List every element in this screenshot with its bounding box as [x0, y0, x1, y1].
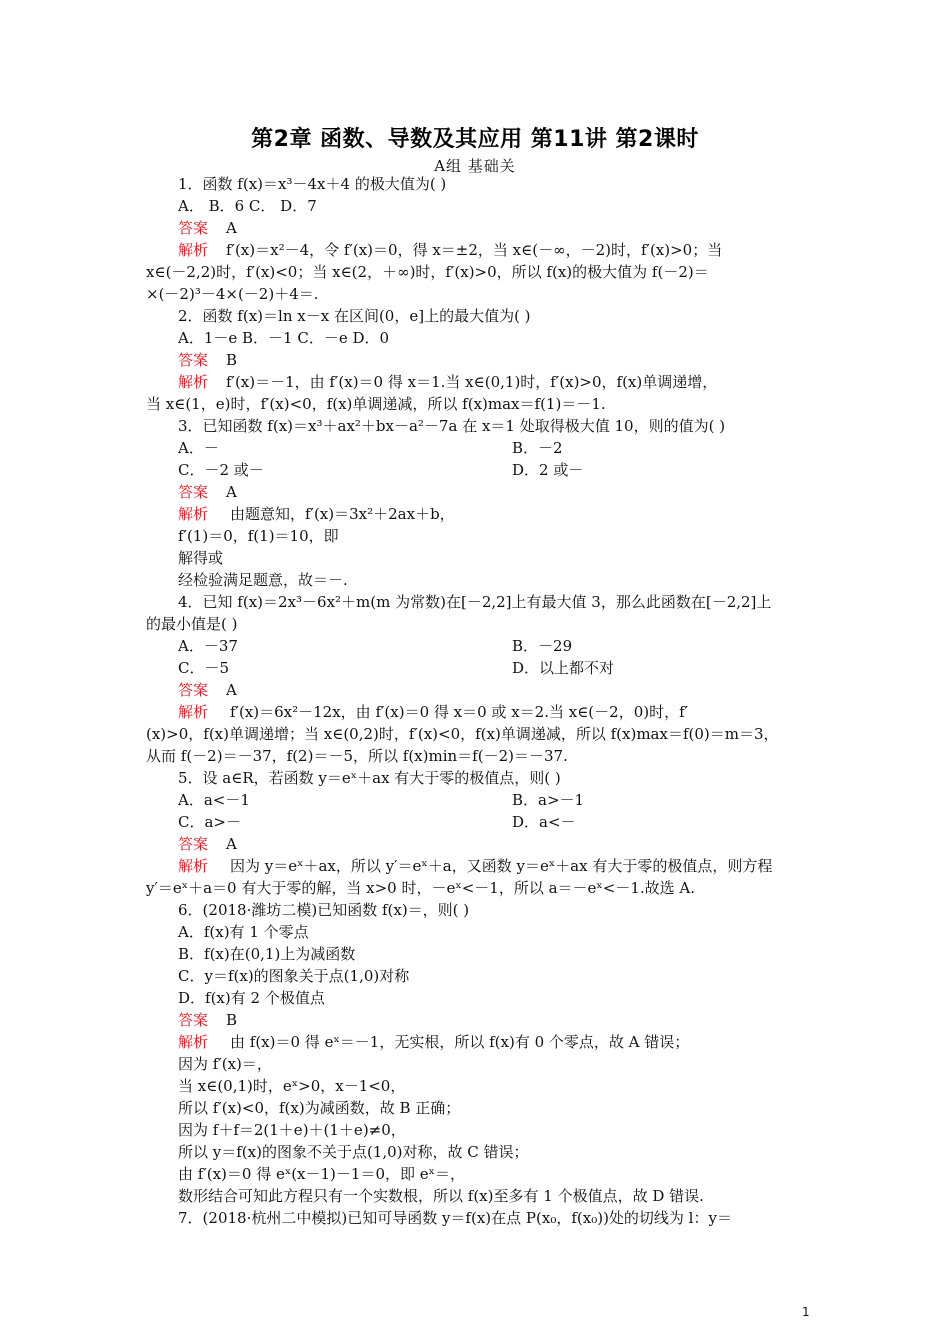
option-c: C．a>－ [178, 813, 241, 831]
option-a: A．a<－1 [178, 791, 250, 809]
page-number: 1 [802, 1305, 810, 1319]
analysis-line: 所以 y＝f(x)的图象不关于点(1,0)对称，故 C 错误； [178, 1143, 529, 1161]
question-4-cont: 的最小值是( ) [146, 615, 238, 633]
question-2: 2．函数 f(x)＝ln x－x 在区间(0，e]上的最大值为( ) [178, 307, 531, 325]
analysis-label: 解析 [178, 373, 209, 391]
option-b: B．a>－1 [512, 791, 585, 809]
analysis-line: 所以 f′(x)<0，f(x)为减函数，故 B 正确； [178, 1099, 461, 1117]
analysis-line: 从而 f(－2)＝－37，f(2)＝－5，所以 f(x)min＝f(－2)＝－37. [146, 747, 568, 765]
answer-label: 答案 [178, 483, 209, 501]
analysis-label: 解析 [178, 505, 209, 523]
question-5: 5．设 a∈R，若函数 y＝eˣ＋ax 有大于零的极值点，则( ) [178, 769, 561, 787]
answer-value: A [226, 835, 237, 853]
q2-options: A．1－e B．－1 C．－e D．0 [178, 329, 390, 347]
option-b: B．－2 [512, 439, 563, 457]
analysis-label: 解析 [178, 857, 209, 875]
analysis-label: 解析 [178, 1033, 209, 1051]
option-d: D．f(x)有 2 个极值点 [178, 989, 325, 1007]
answer-label: 答案 [178, 1011, 209, 1029]
answer-value: A [226, 681, 237, 699]
option-c: C．－2 或－ [178, 461, 264, 479]
option-a: A．－37 [178, 637, 238, 655]
analysis-line: 经检验满足题意，故＝－. [178, 571, 348, 589]
option-b: B．－29 [512, 637, 573, 655]
answer-label: 答案 [178, 835, 209, 853]
analysis-line: 解得或 [178, 549, 224, 567]
question-4: 4．已知 f(x)＝2x³－6x²＋m(m 为常数)在[－2,2]上有最大值 3，那么此函数在[－2,2]上 [178, 593, 772, 611]
analysis-line: ×(－2)³－4×(－2)＋4＝. [146, 285, 319, 303]
answer-label: 答案 [178, 351, 209, 369]
question-1: 1．函数 f(x)＝x³－4x＋4 的极大值为( ) [178, 175, 447, 193]
answer-label: 答案 [178, 219, 209, 237]
option-d: D．以上都不对 [512, 659, 615, 677]
analysis-line: f′(1)＝0，f(1)＝10，即 [178, 527, 339, 545]
analysis-line: 因为 y＝eˣ＋ax，所以 y′＝eˣ＋a，又函数 y＝eˣ＋ax 有大于零的极值点，则方程 [230, 857, 773, 875]
answer-value: B [226, 1011, 238, 1029]
analysis-line: 由题意知，f′(x)＝3x²＋2ax＋b， [230, 505, 455, 523]
question-7: 7．(2018·杭州二中模拟)已知可导函数 y＝f(x)在点 P(x₀，f(x₀))处的切线为 l：y＝ [178, 1209, 732, 1227]
analysis-line: x∈(－2,2)时，f′(x)<0；当 x∈(2，＋∞)时，f′(x)>0，所以 f(x)的极大值为 f(－2)＝ [146, 263, 709, 281]
question-6: 6．(2018·潍坊二模)已知函数 f(x)＝，则( ) [178, 901, 470, 919]
analysis-line: (x)>0，f(x)单调递增；当 x∈(0,2)时，f′(x)<0，f(x)单调递减，所以 f(x)max＝f(0)＝m＝3， [146, 725, 779, 743]
analysis-label: 解析 [178, 703, 209, 721]
analysis-line: 数形结合可知此方程只有一个实数根，所以 f(x)至多有 1 个极值点，故 D 错误. [178, 1187, 704, 1205]
section-heading: A组 基础关 [434, 157, 516, 175]
q1-options: A． B．6 C． D．7 [178, 197, 317, 215]
answer-value: B [226, 351, 238, 369]
analysis-line: 由 f(x)＝0 得 eˣ＝－1，无实根，所以 f(x)有 0 个零点，故 A 错误； [230, 1033, 690, 1051]
analysis-line: 因为 f＋f＝2(1＋e)＋(1＋e)≠0， [178, 1121, 406, 1139]
analysis-line: y′＝eˣ＋a＝0 有大于零的解，当 x>0 时，－eˣ<－1，所以 a＝－eˣ<－1.故选 A. [146, 879, 696, 897]
answer-value: A [226, 219, 237, 237]
option-c: C．y＝f(x)的图象关于点(1,0)对称 [178, 967, 410, 985]
analysis-line: f′(x)＝－1，由 f′(x)＝0 得 x＝1.当 x∈(0,1)时，f′(x)>0，f(x)单调递增， [226, 373, 718, 391]
option-d: D．a<－ [512, 813, 576, 831]
analysis-line: 当 x∈(1，e)时，f′(x)<0，f(x)单调递减，所以 f(x)max＝f(1)＝－1. [146, 395, 606, 413]
analysis-line: 因为 f′(x)＝， [178, 1055, 272, 1073]
page-title: 第2章 函数、导数及其应用 第11讲 第2课时 [251, 127, 699, 152]
option-d: D．2 或－ [512, 461, 584, 479]
answer-value: A [226, 483, 237, 501]
option-a: A．f(x)有 1 个零点 [178, 923, 309, 941]
analysis-label: 解析 [178, 241, 209, 259]
analysis-line: f′(x)＝6x²－12x，由 f′(x)＝0 得 x＝0 或 x＝2.当 x∈(－2，0)时，f′ [230, 703, 689, 721]
answer-label: 答案 [178, 681, 209, 699]
option-c: C．－5 [178, 659, 230, 677]
analysis-line: f′(x)＝x²－4，令 f′(x)＝0，得 x＝±2，当 x∈(－∞，－2)时，f′(x)>0；当 [226, 241, 723, 259]
option-b: B．f(x)在(0,1)上为减函数 [178, 945, 356, 963]
question-3: 3．已知函数 f(x)＝x³＋ax²＋bx－a²－7a 在 x＝1 处取得极大值 10，则的值为( ) [178, 417, 726, 435]
option-a: A．－ [178, 439, 219, 457]
analysis-line: 由 f′(x)＝0 得 eˣ(x－1)－1＝0，即 eˣ＝， [178, 1165, 466, 1183]
analysis-line: 当 x∈(0,1)时，eˣ>0，x－1<0， [178, 1077, 406, 1095]
